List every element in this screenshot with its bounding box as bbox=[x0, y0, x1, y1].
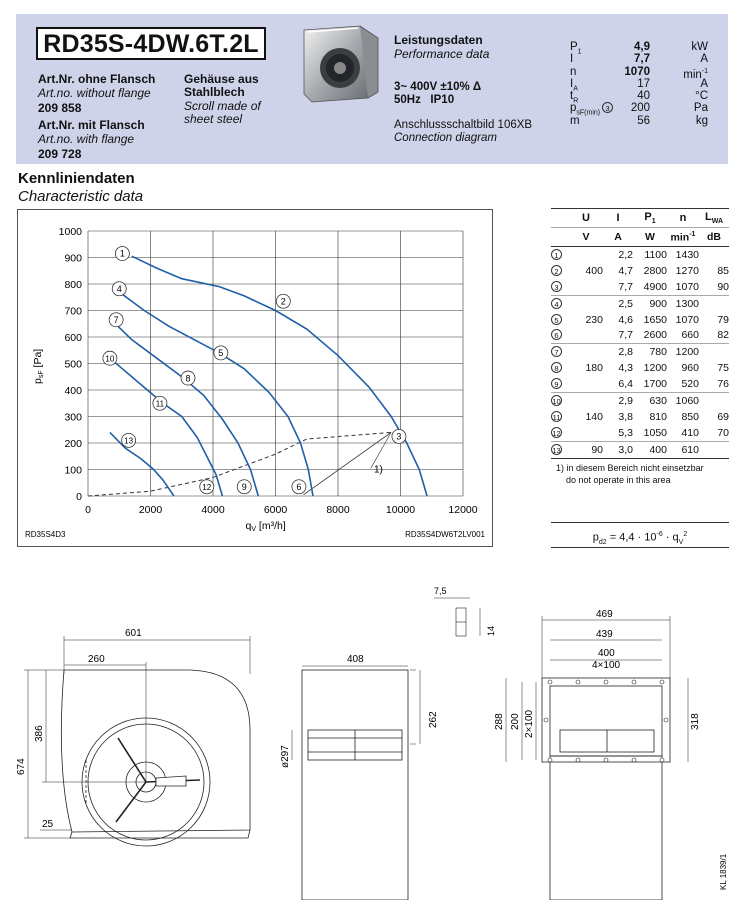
table-cell bbox=[569, 393, 603, 409]
marker-label: 3 bbox=[396, 431, 402, 442]
table-cell: 85 bbox=[717, 264, 729, 277]
marker-label: 12 bbox=[202, 482, 212, 492]
table-cell bbox=[569, 344, 603, 360]
perf-row bbox=[570, 90, 708, 105]
chart-code-right: RD35S4DW6T2LV001 bbox=[405, 530, 485, 539]
dim-318: 318 bbox=[690, 713, 701, 730]
unit-db: dB bbox=[707, 231, 721, 243]
perf-symbol: $p_{sF(min)}$ 3 bbox=[570, 102, 613, 120]
table-cell: 780 bbox=[649, 346, 667, 359]
perf-row bbox=[570, 41, 708, 56]
table-cell: 4,3 bbox=[618, 362, 633, 375]
perf-row bbox=[570, 115, 708, 127]
perf-unit: A bbox=[700, 53, 708, 66]
table-cell: 630 bbox=[649, 394, 667, 407]
y-tick-label: 800 bbox=[64, 279, 82, 291]
dim-25: 25 bbox=[42, 819, 54, 830]
marker-label: 8 bbox=[185, 373, 191, 384]
perf-value: 1070 bbox=[624, 65, 650, 78]
unit-v: V bbox=[582, 231, 590, 243]
dim-288: 288 bbox=[494, 713, 505, 730]
perf-symbol: I bbox=[570, 53, 574, 66]
y-tick-label: 400 bbox=[64, 385, 82, 397]
table-cell: 140 bbox=[585, 410, 603, 423]
dim-408: 408 bbox=[347, 654, 364, 665]
marker-label: 11 bbox=[155, 399, 165, 409]
unit-a: A bbox=[614, 231, 622, 243]
table-cell: 70 bbox=[717, 426, 729, 439]
col-lwa: $L_{WA}$ bbox=[704, 210, 723, 226]
perf-symbol: m bbox=[570, 114, 580, 127]
table-cell: 3,8 bbox=[618, 410, 633, 423]
y-axis-label: psF [Pa] bbox=[32, 348, 45, 384]
perf-row bbox=[570, 53, 708, 65]
table-cell: 660 bbox=[681, 329, 699, 342]
table-cell bbox=[699, 295, 729, 311]
table-note: 1) in diesem Bereich nicht einsetzbar do not operate in this area bbox=[556, 463, 704, 485]
document-id: KL 1839/1 bbox=[719, 853, 728, 890]
table-cell bbox=[569, 425, 603, 441]
perf-row bbox=[570, 65, 708, 81]
dim-439: 439 bbox=[596, 629, 613, 640]
y-tick-label: 900 bbox=[64, 252, 82, 265]
row-marker: 3 bbox=[551, 281, 562, 292]
technical-drawing bbox=[0, 570, 744, 900]
perf-symbol: n bbox=[570, 65, 577, 78]
table-cell: 79 bbox=[717, 313, 729, 326]
table-cell: 1100 bbox=[644, 248, 667, 261]
table-row bbox=[551, 425, 729, 441]
table-row bbox=[551, 263, 729, 279]
section-title: Kennliniendaten bbox=[18, 170, 135, 187]
marker-label: 9 bbox=[241, 481, 247, 492]
table-cell bbox=[569, 247, 603, 263]
row-marker: 9 bbox=[551, 378, 562, 389]
x-tick-label: 0 bbox=[85, 504, 91, 516]
row-marker: 13 bbox=[552, 445, 561, 455]
perf-symbol: $P_1$ bbox=[570, 41, 582, 56]
table-cell: 520 bbox=[681, 378, 699, 391]
table-cell: 1060 bbox=[675, 394, 699, 407]
table-cell: 4900 bbox=[643, 280, 667, 293]
table-cell: 5,3 bbox=[618, 426, 633, 439]
table-cell: 3,0 bbox=[618, 443, 633, 456]
table-cell: 75 bbox=[717, 362, 729, 375]
perf-value: 56 bbox=[637, 114, 650, 127]
table-cell bbox=[569, 295, 603, 311]
x-tick-label: 8000 bbox=[326, 504, 350, 516]
perf-value: 200 bbox=[630, 102, 650, 115]
dim-674: 674 bbox=[16, 758, 27, 775]
dim-601: 601 bbox=[125, 628, 142, 639]
table-cell bbox=[569, 376, 603, 392]
row-marker: 5 bbox=[551, 314, 562, 325]
table-cell: 410 bbox=[681, 426, 699, 439]
performance-values bbox=[570, 41, 708, 127]
table-cell: 1070 bbox=[675, 313, 699, 326]
row-marker: 11 bbox=[552, 412, 561, 422]
table-cell bbox=[699, 247, 729, 263]
row-marker: 2 bbox=[551, 265, 562, 276]
perf-unit: kW bbox=[691, 41, 708, 53]
annotation-label: 1) bbox=[373, 464, 383, 476]
row-marker: 4 bbox=[551, 298, 562, 309]
voltage: 3~ 400V ±10% Δ bbox=[394, 81, 482, 93]
table-cell: 900 bbox=[649, 297, 667, 310]
table-cell: 1200 bbox=[675, 346, 699, 359]
marker-label: 5 bbox=[218, 348, 224, 359]
table-cell bbox=[699, 344, 729, 360]
formula: $p_{d2} = 4,4 \cdot 10^{-6} \cdot q_V^2$ bbox=[551, 522, 729, 548]
table-cell: 400 bbox=[585, 264, 603, 277]
table-cell: 1050 bbox=[643, 426, 667, 439]
housing-label-1: Gehäuse aus bbox=[184, 72, 259, 86]
characteristic-chart bbox=[17, 209, 493, 547]
section-subtitle: Characteristic data bbox=[18, 188, 144, 205]
col-n: n bbox=[679, 212, 687, 224]
marker-label: 4 bbox=[116, 283, 122, 294]
table-cell: 180 bbox=[585, 362, 603, 375]
dim-469: 469 bbox=[596, 609, 613, 620]
housing-en-2: sheet steel bbox=[184, 112, 243, 126]
dim-297: ø297 bbox=[280, 745, 291, 768]
col-p1: $P_1$ bbox=[644, 210, 656, 226]
freq-ip: 50Hz IP10 bbox=[394, 94, 455, 106]
annotation-line bbox=[304, 432, 392, 494]
table-cell: 2,9 bbox=[618, 394, 633, 407]
dim-4x100: 4×100 bbox=[592, 660, 621, 671]
table-row bbox=[551, 295, 729, 311]
y-tick-label: 0 bbox=[76, 491, 82, 503]
table-cell: 4,6 bbox=[618, 313, 633, 326]
art-without-label: Art.Nr. ohne Flansch bbox=[38, 72, 156, 86]
table-cell: 810 bbox=[649, 410, 667, 423]
dim-14: 14 bbox=[486, 625, 496, 636]
connection-label: Anschlussschaltbild 106XB bbox=[394, 119, 533, 131]
x-tick-label: 4000 bbox=[201, 504, 225, 516]
table-cell: 850 bbox=[681, 410, 699, 423]
perf-symbol: $t_R$ bbox=[570, 90, 579, 105]
data-table bbox=[551, 208, 729, 459]
table-cell: 4,7 bbox=[618, 264, 633, 277]
table-cell: 2,2 bbox=[618, 248, 633, 261]
table-cell bbox=[569, 327, 603, 343]
fan-product-image bbox=[298, 22, 384, 106]
y-tick-label: 100 bbox=[64, 464, 82, 477]
perf-unit: $\min^{-1}$ bbox=[683, 67, 708, 81]
col-i: I bbox=[616, 212, 620, 224]
annotation-leader bbox=[371, 432, 391, 468]
y-tick-label: 700 bbox=[64, 305, 82, 318]
table-row bbox=[551, 393, 729, 409]
table-row bbox=[551, 360, 729, 376]
table-cell: 1430 bbox=[675, 248, 699, 261]
perf-unit: A bbox=[700, 77, 708, 90]
dim-386: 386 bbox=[34, 725, 45, 742]
marker-label: 2 bbox=[280, 296, 286, 307]
art-with-number: 209 728 bbox=[38, 147, 82, 161]
art-without-label-en: Art.no. without flange bbox=[38, 86, 151, 100]
y-tick-label: 300 bbox=[64, 411, 82, 424]
row-marker: 7 bbox=[551, 346, 562, 357]
dim-400: 400 bbox=[598, 648, 615, 659]
marker-label: 7 bbox=[113, 314, 119, 325]
connection-label-en: Connection diagram bbox=[394, 132, 497, 144]
table-row bbox=[551, 376, 729, 392]
table-row bbox=[551, 409, 729, 425]
row-marker: 1 bbox=[551, 249, 562, 260]
housing-label-2: Stahlblech bbox=[184, 85, 245, 99]
table-cell: 2,5 bbox=[618, 297, 633, 310]
table-cell: 90 bbox=[717, 280, 729, 293]
table-cell bbox=[569, 279, 603, 295]
housing-en-1: Scroll made of bbox=[184, 99, 261, 113]
table-cell: 6,4 bbox=[618, 378, 633, 391]
perf-value: 4,9 bbox=[634, 41, 650, 53]
x-tick-label: 12000 bbox=[448, 504, 478, 516]
perf-value: 40 bbox=[637, 90, 650, 103]
perf-title: Leistungsdaten bbox=[394, 33, 483, 47]
table-row bbox=[551, 312, 729, 328]
perf-unit: °C bbox=[695, 90, 708, 103]
dim-260: 260 bbox=[88, 654, 105, 665]
table-cell: 1700 bbox=[643, 378, 667, 391]
chart-code-left: RD35S4D3 bbox=[25, 530, 66, 539]
table-row bbox=[551, 247, 729, 263]
perf-row bbox=[570, 77, 708, 93]
y-tick-label: 500 bbox=[64, 358, 82, 371]
table-cell: 82 bbox=[717, 329, 729, 342]
perf-title-en: Performance data bbox=[394, 47, 490, 61]
curve-11 bbox=[107, 356, 223, 496]
table-cell: 1270 bbox=[675, 264, 699, 277]
table-cell: 90 bbox=[591, 443, 603, 456]
table-cell: 610 bbox=[681, 443, 699, 456]
x-tick-label: 6000 bbox=[263, 504, 288, 516]
dim-2x100: 2×100 bbox=[524, 709, 535, 738]
art-without-number: 209 858 bbox=[38, 101, 82, 115]
row-marker: 12 bbox=[552, 428, 561, 438]
table-cell: 2,8 bbox=[618, 346, 633, 359]
table-row bbox=[551, 279, 729, 295]
row-marker: 8 bbox=[551, 362, 562, 373]
perf-value: 7,7 bbox=[634, 53, 650, 66]
table-cell: 1070 bbox=[675, 280, 699, 293]
perf-unit: Pa bbox=[693, 102, 708, 115]
table-cell: 1300 bbox=[675, 297, 699, 310]
dim-7-5: 7,5 bbox=[434, 586, 447, 596]
table-row bbox=[551, 327, 729, 343]
marker-label: 10 bbox=[105, 354, 115, 364]
perf-row bbox=[570, 102, 708, 117]
x-tick-label: 10000 bbox=[385, 504, 416, 516]
x-axis-label: qV [m³/h] bbox=[245, 520, 286, 533]
table-cell: 1650 bbox=[643, 313, 667, 326]
art-with-label-en: Art.no. with flange bbox=[38, 132, 135, 146]
perf-unit: kg bbox=[695, 114, 708, 127]
row-marker: 6 bbox=[551, 329, 562, 340]
y-tick-label: 1000 bbox=[58, 226, 82, 238]
table-cell bbox=[699, 393, 729, 409]
y-tick-label: 200 bbox=[64, 438, 82, 450]
unit-rpm: $\min^{-1}$ bbox=[670, 230, 696, 244]
table-cell: 960 bbox=[681, 362, 699, 375]
dim-262: 262 bbox=[428, 711, 439, 728]
table-cell: 69 bbox=[717, 410, 729, 423]
table-cell: 7,7 bbox=[618, 329, 633, 342]
table-cell: 2600 bbox=[643, 329, 667, 342]
table-row bbox=[551, 344, 729, 360]
perf-symbol: $I_A$ bbox=[570, 77, 578, 93]
col-u: U bbox=[582, 212, 590, 224]
curve-13 bbox=[110, 432, 174, 496]
table-cell bbox=[699, 441, 729, 458]
row-marker: 10 bbox=[552, 396, 561, 406]
table-cell: 76 bbox=[717, 378, 729, 391]
table-cell: 1200 bbox=[643, 362, 667, 375]
table-cell: 230 bbox=[585, 313, 603, 326]
table-cell: 400 bbox=[649, 443, 667, 456]
table-row bbox=[551, 441, 729, 458]
marker-label: 1 bbox=[119, 248, 125, 259]
x-tick-label: 2000 bbox=[138, 504, 163, 516]
perf-value: 17 bbox=[637, 77, 650, 90]
y-tick-label: 600 bbox=[64, 332, 82, 344]
model-name: RD35S-4DW.6T.2L bbox=[36, 27, 266, 60]
unit-w: W bbox=[645, 231, 655, 243]
marker-label: 13 bbox=[124, 436, 134, 446]
art-with-label: Art.Nr. mit Flansch bbox=[38, 118, 145, 132]
curve-2 bbox=[132, 256, 427, 496]
table-cell: 7,7 bbox=[618, 280, 633, 293]
table-cell: 2800 bbox=[643, 264, 667, 277]
marker-label: 6 bbox=[296, 481, 302, 492]
dim-200: 200 bbox=[510, 713, 521, 730]
